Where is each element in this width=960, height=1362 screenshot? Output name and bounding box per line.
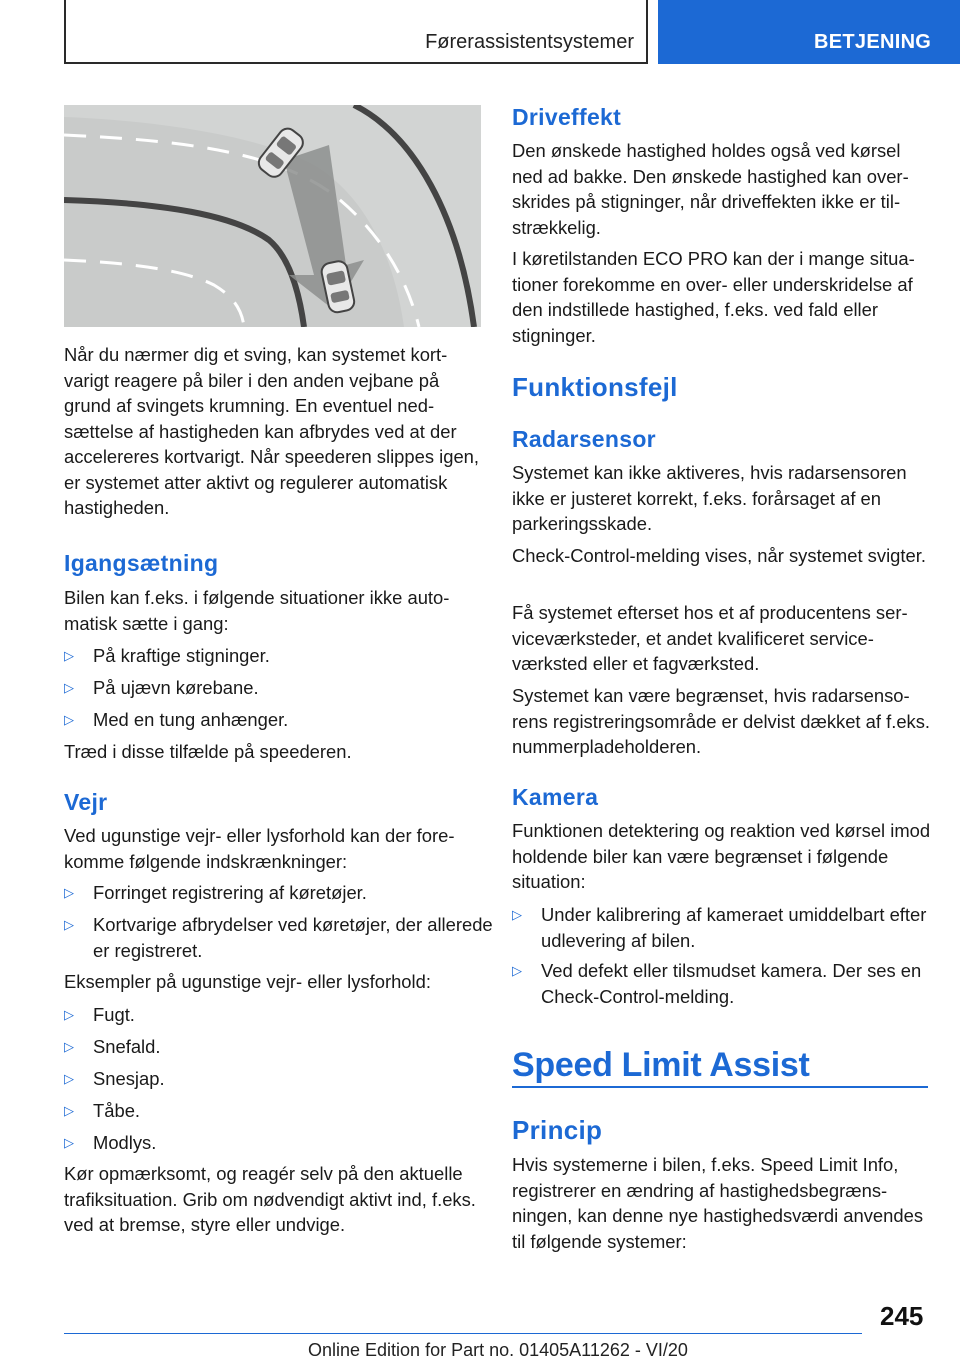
list-item: ▷ Snefald. xyxy=(64,1034,493,1060)
kamera-paragraph: Funktionen detektering og reaktion ved kørsel imod holdende biler kan være begrænset i følgende situation: xyxy=(512,820,931,892)
list-item: ▷ På kraftige stigninger. xyxy=(64,643,493,669)
list-item: ▷ På ujævn kørebane. xyxy=(64,675,493,701)
princip-paragraph: Hvis systemerne i bilen, f.eks. Speed Limit Info, registrerer en ændring af hastighedsbegrænsningen, kan denne nye hastighedsværdi anvendes til følgende systemer: xyxy=(512,1154,924,1252)
heading-funktionsfejl: Funktionsfejl xyxy=(512,372,678,402)
heading-princip: Princip xyxy=(512,1115,603,1145)
list-item: ▷ Tåbe. xyxy=(64,1098,493,1124)
header-section-box xyxy=(64,0,648,64)
list-item: ▷ Fugt. xyxy=(64,1002,493,1028)
list-item: ▷ Forringet registrering af køretøjer. xyxy=(64,880,493,906)
bullet-triangle-icon: ▷ xyxy=(64,1007,74,1022)
bullet-triangle-icon: ▷ xyxy=(64,1039,74,1054)
list-item: ▷ Med en tung anhænger. xyxy=(64,707,493,733)
bullet-triangle-icon: ▷ xyxy=(64,648,74,663)
vejr-text: Ved ugunstige vejr- eller lysforhold kan der forekomme følgende indskrænkninger: xyxy=(64,825,455,872)
igang-after: Træd i disse tilfælde på speederen. xyxy=(64,741,352,762)
bullet-triangle-icon: ▷ xyxy=(512,907,522,922)
heading-igangsaetning: Igangsætning xyxy=(64,550,219,576)
page-number: 245 xyxy=(880,1301,924,1331)
header-tab xyxy=(658,0,960,64)
footer-rule xyxy=(64,1333,862,1334)
list-item: ▷ Snesjap. xyxy=(64,1066,493,1092)
radar-paragraph-4: Systemet kan være begrænset, hvis radarsensorens registreringsområde er delvist dækket af f.eks. nummerpladeholderen. xyxy=(512,685,931,757)
bullet-triangle-icon: ▷ xyxy=(64,885,74,900)
igang-text: Bilen kan f.eks. i følgende situationer ikke automatisk sætte i gang: xyxy=(64,587,450,634)
list-item: ▷ Ved defekt eller tilsmudset kamera. Der ses en Check-Control-melding. xyxy=(512,960,922,1007)
drive-paragraph-2: I køretilstanden ECO PRO kan der i mange situationer forekomme en over- eller underskridelse af den indstillede hastighed, f.eks. ved fald eller stigninger. xyxy=(512,248,915,346)
bullet-triangle-icon: ▷ xyxy=(64,917,74,932)
radar-paragraph-3: Få systemet efterset hos et af producentens serviceværksteder, et andet kvalificeret serviceværksted eller et fagværksted. xyxy=(512,602,908,674)
heading-kamera: Kamera xyxy=(512,784,599,810)
bullet-triangle-icon: ▷ xyxy=(64,712,74,727)
bullet-triangle-icon: ▷ xyxy=(64,1103,74,1118)
drive-paragraph-1: Den ønskede hastighed holdes også ved kørsel ned ad bakke. Den ønskede hastighed kan overskrides på stigninger, når driveffekten ikke er tilstrækkelig. xyxy=(512,140,909,238)
bullet-triangle-icon: ▷ xyxy=(512,963,522,978)
heading-driveffekt: Driveffekt xyxy=(512,104,622,130)
header-tab-label: BETJENING xyxy=(814,31,932,53)
heading-speed-limit-assist: Speed Limit Assist xyxy=(512,1046,810,1084)
list-item: ▷ Kortvarige afbrydelser ved køretøjer, der allerede er registreret. xyxy=(64,914,493,961)
header-section-title: Førerassistentsystemer xyxy=(425,31,634,53)
bullet-triangle-icon: ▷ xyxy=(64,680,74,695)
footer-edition: Online Edition for Part no. 01405A11262 - VI/20 xyxy=(308,1340,688,1360)
bullet-triangle-icon: ▷ xyxy=(64,1135,74,1150)
heading-vejr: Vejr xyxy=(64,789,108,815)
list-item: ▷ Under kalibrering af kameraet umiddelbart efter udlevering af bilen. xyxy=(512,904,927,951)
vejr-examples: Eksempler på ugunstige vejr- eller lysforhold: xyxy=(64,971,431,992)
vejr-closing: Kør opmærksomt, og reagér selv på den aktuelle trafiksituation. Grib om nødvendigt aktivt ind, f.eks. ved at bremse, styre eller undvige. xyxy=(64,1163,476,1235)
section-rule xyxy=(512,1086,928,1088)
heading-radarsensor: Radarsensor xyxy=(512,426,656,452)
curve-illustration xyxy=(64,105,481,327)
bullet-triangle-icon: ▷ xyxy=(64,1071,74,1086)
list-item: ▷ Modlys. xyxy=(64,1130,493,1156)
radar-paragraph-1: Systemet kan ikke aktiveres, hvis radarsensoren ikke er justeret korrekt, f.eks. forårsaget af en parkeringsskade. xyxy=(512,462,907,534)
radar-paragraph-2: Check-Control-melding vises, når systemet svigter. xyxy=(512,545,926,566)
intro-paragraph: Når du nærmer dig et sving, kan systemet kortvarigt reagere på biler i den anden vejbane på grund af svingets krumning. En eventuel nedsættelse af hastigheden kan afbrydes ved at der accelereres kortvarigt. Når speederen slippes igen, er systemet atter aktivt og regulerer automatisk hastigheden. xyxy=(64,344,480,518)
